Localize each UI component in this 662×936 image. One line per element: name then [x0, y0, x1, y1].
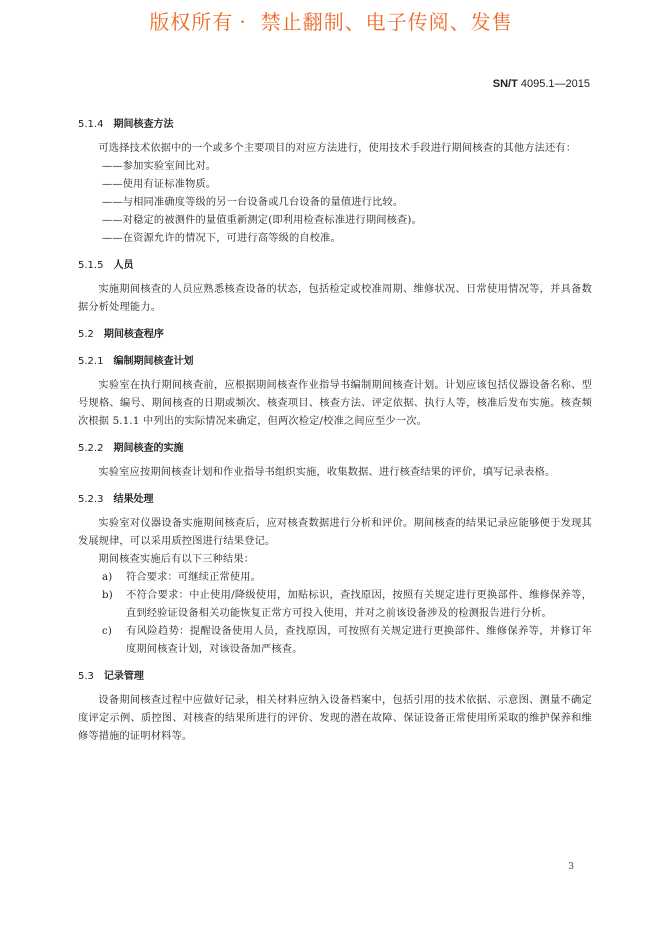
- standard-code: [493, 78, 590, 90]
- section-5-2-heading: [78, 326, 592, 344]
- list-item: ——在资源允许的情况下，可进行高等级的自校准。: [102, 233, 341, 244]
- item-label: a): [102, 572, 113, 583]
- standard-prefix: SN/T: [492, 78, 518, 90]
- watermark-part2: 禁止翻制、电子传阅、发售: [260, 10, 513, 34]
- item-text: 不符合要求：中止使用/降级使用，加贴标识，查找原因，按照有关规定进行更换部件、维修保养等，直到经验证设备相关功能恢复正常方可投入使用，并对之前该设备涉及的检测报告进行分析。: [126, 590, 592, 619]
- section-5-2-3-heading: [78, 491, 592, 509]
- paragraph: 设备期间核查过程中应做好记录，相关材料应纳入设备档案中，包括引用的技术依据、示意图、测量不确定度评定示例、质控图、对核查的结果所进行的评价、发现的潜在故障、保证设备正常使用所采取的维护保养和维修等措施的证明材料等。: [78, 695, 592, 742]
- section-5-2-2-heading: [78, 440, 592, 458]
- item-text: 有风险趋势：提醒设备使用人员，查找原因，可按照有关规定进行更换部件、维修保养等，并修订年度期间核查计划，对该设备加严核查。: [126, 626, 592, 655]
- list-item: ——与相同准确度等级的另一台设备或几台设备的量值进行比较。: [102, 197, 404, 208]
- watermark-separator: ·: [239, 10, 247, 34]
- paragraph: 实验室对仪器设备实施期间核查后，应对核查数据进行分析和评价。期间核查的结果记录应能够便于发现其发展规律，可以采用质控图进行结果登记。: [78, 518, 592, 547]
- section-number: 5.2.3: [78, 494, 104, 505]
- list-item: [78, 623, 592, 659]
- section-title: 期间核查程序: [103, 329, 164, 340]
- section-title: 编制期间核查计划: [113, 356, 194, 367]
- section-title: 人员: [113, 260, 134, 271]
- section-title: 期间核查方法: [113, 119, 174, 130]
- watermark: [0, 6, 662, 35]
- list-item: [78, 587, 592, 623]
- section-5-1-5-heading: [78, 257, 592, 275]
- paragraph: 实验室应按期间核查计划和作业指导书组织实施，收集数据、进行核查结果的评价，填写记录表格。: [98, 467, 556, 478]
- paragraph: 期间核查实施后有以下三种结果：: [98, 554, 255, 565]
- section-number: 5.2.2: [78, 443, 104, 454]
- list-item: ——参加实验室间比对。: [102, 161, 217, 172]
- item-label: c): [102, 626, 113, 637]
- watermark-part1: 版权所有: [149, 10, 234, 34]
- section-number: 5.1.4: [78, 119, 104, 130]
- standard-number: 4095.1—2015: [520, 78, 590, 90]
- item-text: 符合要求：可继续正常使用。: [126, 572, 262, 583]
- section-title: 结果处理: [113, 494, 154, 505]
- section-title: 记录管理: [103, 671, 144, 682]
- section-number: 5.2: [78, 329, 94, 340]
- item-label: b): [102, 590, 113, 601]
- paragraph: 实验室在执行期间核查前，应根据期间核查作业指导书编制期间核查计划。计划应该包括仪器设备名称、型号规格、编号、期间核查的日期或频次、核查项目、核查方法、评定依据、执行人等，核准后发布实施。核查频次根据 5.1.1 中列出的实际情况来确定，但两次检定/校准之间应至少一次。: [78, 380, 592, 427]
- list-item: ——使用有证标准物质。: [102, 179, 217, 190]
- page-number: 3: [568, 862, 574, 872]
- section-5-1-4-heading: [78, 116, 592, 134]
- section-5-3-heading: [78, 668, 592, 686]
- section-title: 期间核查的实施: [113, 443, 184, 454]
- section-number: 5.1.5: [78, 260, 104, 271]
- list-item: [78, 569, 592, 587]
- paragraph: 可选择技术依据中的一个或多个主要项目的对应方法进行，使用技术手段进行期间核查的其他方法还有：: [98, 143, 577, 154]
- section-5-2-1-heading: [78, 353, 592, 371]
- list-item: ——对稳定的被测件的量值重新测定(即利用检查标准进行期间核查)。: [102, 215, 422, 226]
- paragraph: 实施期间核查的人员应熟悉核查设备的状态，包括检定或校准周期、维修状况、日常使用情况等，并具备数据分析处理能力。: [78, 284, 592, 313]
- section-number: 5.3: [78, 671, 94, 682]
- section-number: 5.2.1: [78, 356, 104, 367]
- document-body: [78, 116, 592, 746]
